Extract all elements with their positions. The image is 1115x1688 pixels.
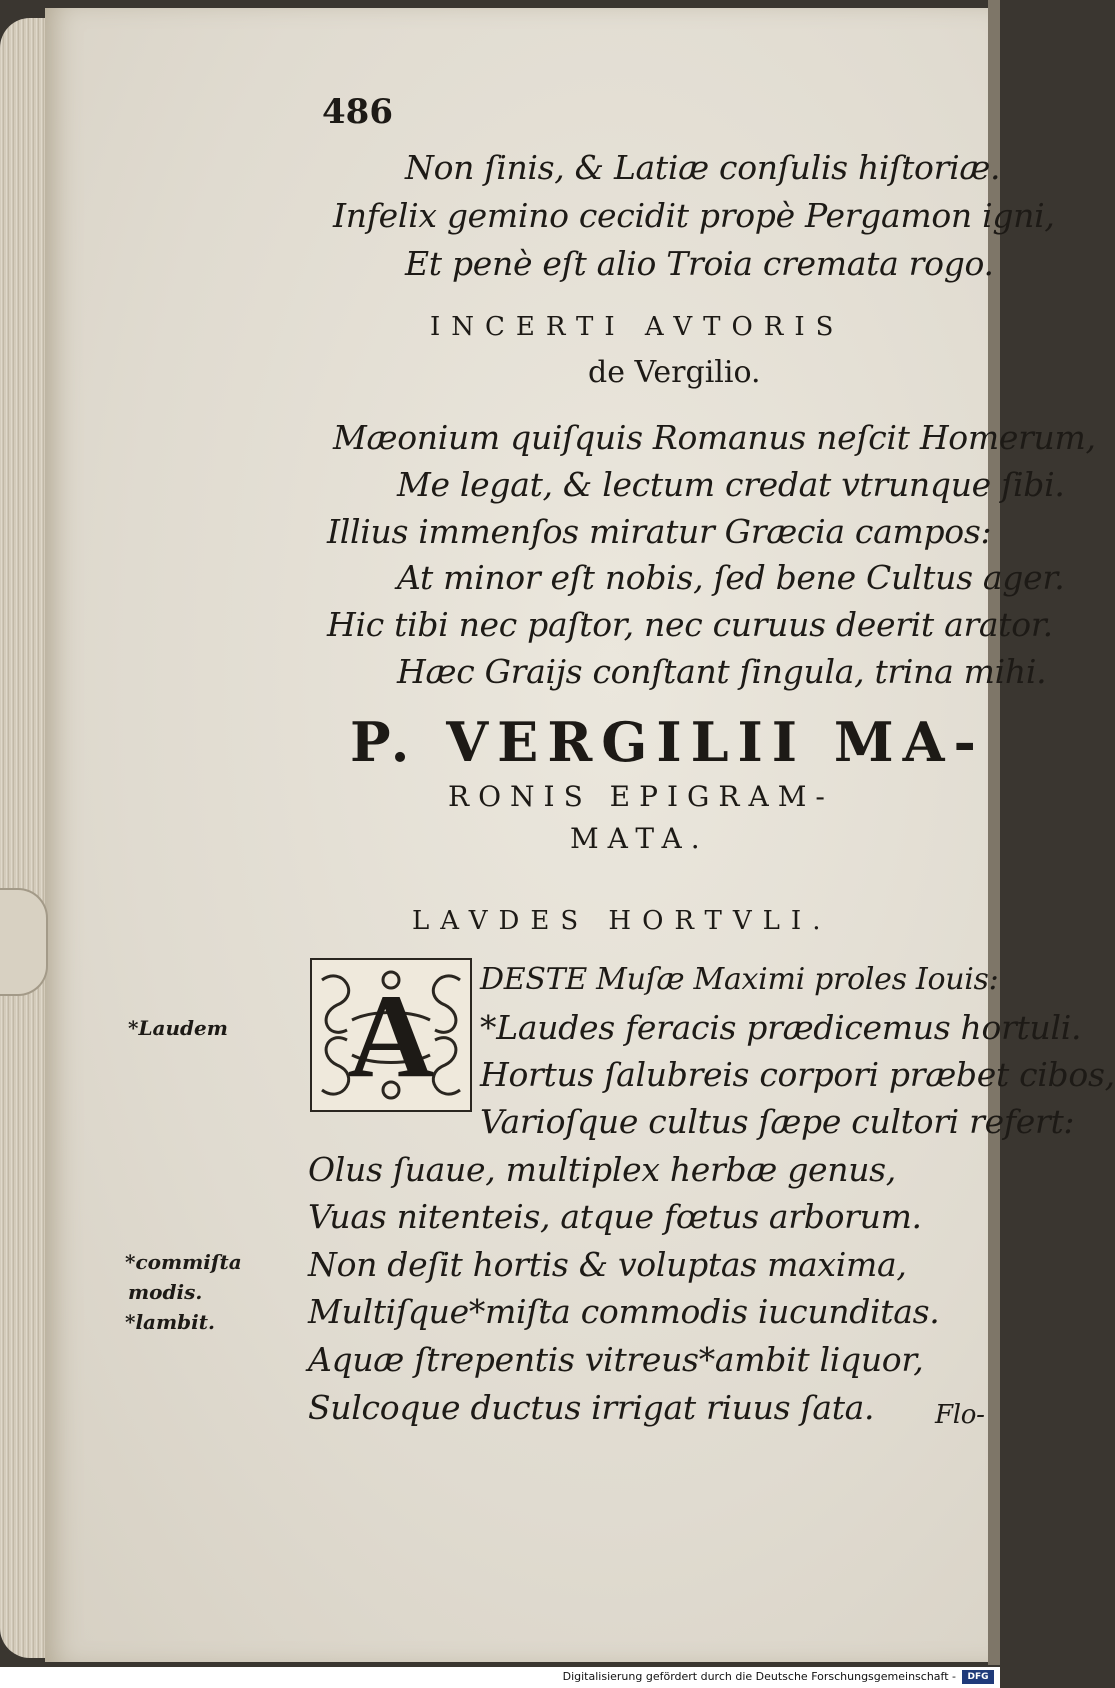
text-line: Sulcoque ductus irrigat riuus ſata. xyxy=(308,1388,875,1427)
work-title: MATA. xyxy=(570,822,709,855)
dfg-logo-icon: DFG xyxy=(962,1670,994,1684)
text-line: Non deſit hortis & voluptas maxima, xyxy=(308,1245,907,1284)
text-line: DESTE Muſæ Maximi proles Iouis: xyxy=(480,962,999,997)
margin-note: *commiſta xyxy=(125,1250,242,1274)
text-line: Olus ſuaue, multiplex herbæ genus, xyxy=(308,1150,896,1189)
text-line: Illius immenſos miratur Græcia campos: xyxy=(327,512,992,551)
text-line: Infelix gemino cecidit propè Pergamon igni, xyxy=(333,196,1055,235)
text-line: Vuas nitenteis, atque fœtus arborum. xyxy=(308,1197,922,1236)
text-line: Multiſque*miſta commodis iucunditas. xyxy=(308,1292,940,1331)
decorated-initial xyxy=(310,958,472,1112)
page-clip xyxy=(0,888,48,996)
section-heading: INCERTI AVTORIS xyxy=(430,312,845,342)
text-line: Non ſinis, & Latiæ conſulis hiſtoriæ. xyxy=(405,148,1001,187)
margin-note: modis. xyxy=(128,1280,203,1304)
drop-initial-letter: A xyxy=(347,969,435,1102)
text-line: Hortus ſalubreis corpori præbet cibos, xyxy=(480,1055,1115,1094)
text-line: Hic tibi nec paſtor, nec curuus deerit arator. xyxy=(327,605,1053,644)
margin-note: *Laudem xyxy=(128,1016,228,1040)
catchword: Flo- xyxy=(935,1400,985,1430)
text-line: *Laudes feracis prædicemus hortuli. xyxy=(480,1008,1082,1047)
text-line: Hæc Graijs conſtant ſingula, trina mihi. xyxy=(397,652,1047,691)
work-title: P. VERGILII MA- xyxy=(350,710,985,774)
text-line: At minor eſt nobis, ſed bene Cultus ager. xyxy=(397,558,1065,597)
text-line: Me legat, & lectum credat vtrunque ſibi. xyxy=(397,465,1065,504)
text-line: Aquæ ſtrepentis vitreus*ambit liquor, xyxy=(308,1340,924,1379)
margin-note: *lambit. xyxy=(125,1310,215,1334)
work-title: RONIS EPIGRAM- xyxy=(448,780,834,813)
text-line: Mæonium quiſquis Romanus neſcit Homerum, xyxy=(333,418,1096,457)
footer-credit: Digitalisierung gefördert durch die Deutsche Forschungsgemeinschaft - xyxy=(562,1670,956,1683)
text-line: Et penè eſt alio Troia cremata rogo. xyxy=(405,244,994,283)
section-heading: LAVDES HORTVLI. xyxy=(412,906,832,936)
text-line: Varioſque cultus ſæpe cultori refert: xyxy=(480,1102,1075,1141)
section-subheading: de Vergilio. xyxy=(588,355,761,390)
digitization-footer xyxy=(0,1667,1000,1688)
page-number: 486 xyxy=(322,92,393,132)
